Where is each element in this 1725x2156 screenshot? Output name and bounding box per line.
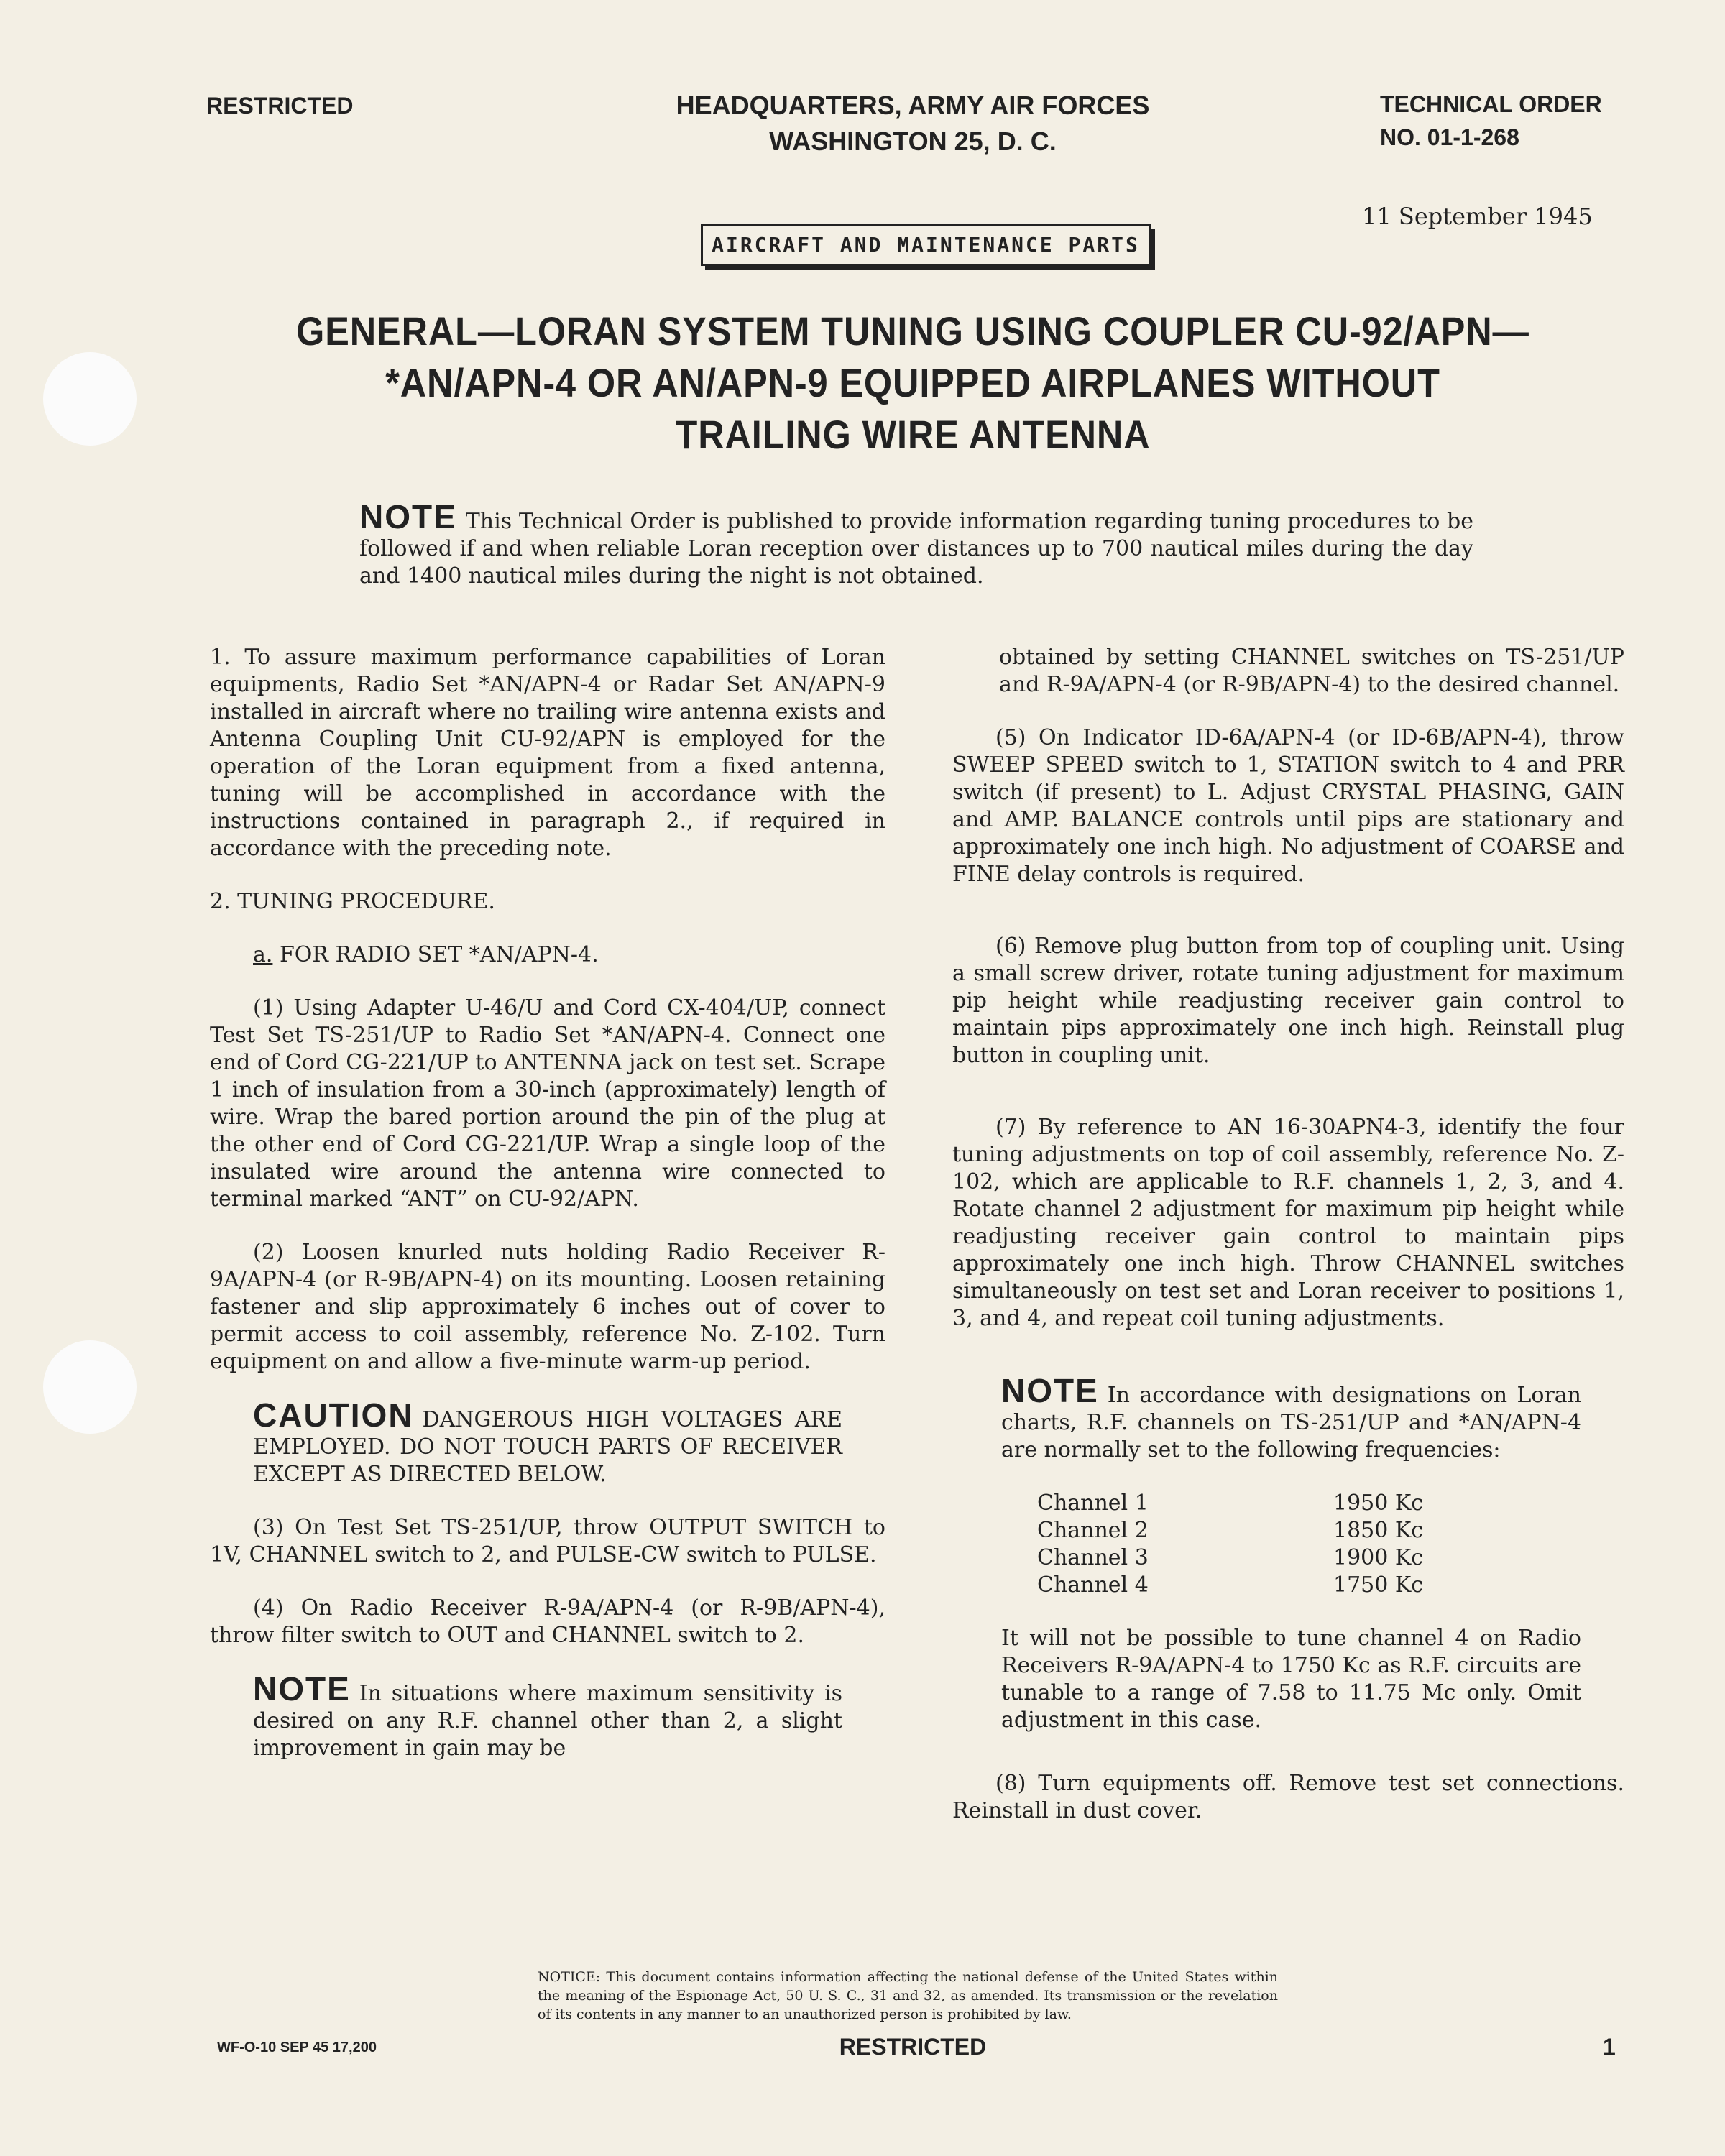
page-number: 1 bbox=[1603, 2034, 1616, 2060]
punch-hole-bottom bbox=[43, 1340, 137, 1434]
top-note-label: NOTE bbox=[359, 498, 457, 535]
left-note-label: NOTE bbox=[253, 1670, 351, 1708]
step-7: (7) By reference to AN 16-30APN4-3, identify the four tuning adjustments on top of coil assembly, reference No. Z-102, which are applicable to R.F. channels 1, 2, 3, and 4. Rotate channel 2 adjustment for maximum pip height while readjusting receiver gain control to maintain pips approximately one inch high. Throw CHANNEL switches simultaneously on test set and Loran receiver to positions 1, 3, and 4, and repeat coil tuning adjustments. bbox=[952, 1115, 1624, 1331]
channel-name: Channel 2 bbox=[1037, 1518, 1149, 1543]
frequency-row bbox=[952, 1490, 1624, 1517]
caution-block bbox=[253, 1396, 842, 1488]
step-1: (1) Using Adapter U-46/U and Cord CX-404/UP, connect Test Set TS-251/UP to Radio Set *AN/APN-4. Connect one end of Cord CG-221/UP to ANTENNA jack on test set. Scrape 1 inch of insulation from a 30-inch (approximately) length of wire. Wrap the bared portion around the pin of the plug at the other end of Cord CG-221/UP. Wrap a single loop of the insulated wire around the antenna wire connected to terminal marked “ANT” on CU-92/APN. bbox=[210, 995, 886, 1212]
frequency-row bbox=[952, 1544, 1624, 1572]
caution-text: DANGEROUS HIGH VOLTAGES ARE EMPLOYED. DO NOT TOUCH PARTS OF RECEIVER EXCEPT AS DIRECTED BELOW. bbox=[253, 1407, 842, 1487]
right-note-text: In accordance with designations on Loran charts, R.F. channels on TS-251/UP and *AN/APN-4 are normally set to the following frequencies: bbox=[1001, 1383, 1581, 1462]
subsection-a-text: FOR RADIO SET *AN/APN-4. bbox=[279, 942, 599, 967]
top-note bbox=[359, 498, 1473, 590]
paragraph-2-heading: 2. TUNING PROCEDURE. bbox=[210, 889, 495, 914]
document-title bbox=[272, 305, 1553, 461]
header-to-number: NO. 01-1-268 bbox=[1380, 124, 1519, 150]
frequency-row bbox=[952, 1572, 1624, 1599]
note-continuation: obtained by setting CHANNEL switches on TS-251/UP and R-9A/APN-4 (or R-9B/APN-4) to the desired channel. bbox=[999, 645, 1624, 697]
footer-print-code: WF-O-10 SEP 45 17,200 bbox=[217, 2040, 377, 2055]
category-badge: AIRCRAFT AND MAINTENANCE PARTS bbox=[701, 224, 1151, 266]
channel-name: Channel 3 bbox=[1037, 1545, 1149, 1570]
left-column bbox=[210, 644, 886, 1788]
document-date: 11 September 1945 bbox=[1362, 203, 1593, 230]
header-to-label: TECHNICAL ORDER bbox=[1380, 91, 1602, 117]
title-line-2: *AN/APN-4 OR AN/APN-9 EQUIPPED AIRPLANES WITHOUT bbox=[385, 360, 1440, 405]
step-8: (8) Turn equipments off. Remove test set connections. Reinstall in dust cover. bbox=[952, 1771, 1624, 1823]
frequency-row bbox=[952, 1517, 1624, 1544]
title-line-3: TRAILING WIRE ANTENNA bbox=[675, 412, 1151, 457]
step-4: (4) On Radio Receiver R-9A/APN-4 (or R-9B/APN-4), throw filter switch to OUT and CHANNEL switch to 2. bbox=[210, 1595, 886, 1648]
channel-frequency: 1750 Kc bbox=[1333, 1572, 1424, 1598]
channel-frequency: 1850 Kc bbox=[1333, 1518, 1424, 1543]
header-org: HEADQUARTERS, ARMY AIR FORCES bbox=[676, 91, 1150, 120]
right-note bbox=[1001, 1372, 1581, 1464]
header-technical-order bbox=[1380, 88, 1602, 154]
channel-4-remark: It will not be possible to tune channel 4 on Radio Receivers R-9A/APN-4 to 1750 Kc as R.F. circuits are tunable to a range of 7.58 to 11.75 Mc only. Omit adjustment in this case. bbox=[1001, 1626, 1581, 1733]
step-6: (6) Remove plug button from top of coupling unit. Using a small screw driver, rotate tuning adjustment for maximum pip height while readjusting receiver gain control to maintain pips approximately one inch high. Reinstall plug button in coupling unit. bbox=[952, 934, 1624, 1068]
left-note bbox=[253, 1670, 842, 1762]
security-notice: NOTICE: This document contains information affecting the national defense of the United States within the meaning of the Espionage Act, 50 U. S. C., 31 and 32, as amended. Its transmission or the revelation of its contents in any manner to an unauthorized person is prohibited by law. bbox=[538, 1969, 1278, 2022]
step-3: (3) On Test Set TS-251/UP, throw OUTPUT SWITCH to 1V, CHANNEL switch to 2, and PULSE-CW switch to PULSE. bbox=[210, 1515, 886, 1567]
caution-label: CAUTION bbox=[253, 1396, 414, 1434]
header-center bbox=[625, 88, 1200, 160]
header-restricted: RESTRICTED bbox=[206, 93, 354, 119]
subsection-a-heading bbox=[210, 941, 886, 969]
channel-frequency: 1950 Kc bbox=[1333, 1491, 1424, 1516]
right-column bbox=[952, 644, 1624, 1851]
punch-hole-top bbox=[43, 352, 137, 446]
footer-restricted: RESTRICTED bbox=[839, 2034, 987, 2060]
channel-name: Channel 4 bbox=[1037, 1572, 1149, 1598]
title-line-1: GENERAL—LORAN SYSTEM TUNING USING COUPLER CU-92/APN— bbox=[296, 308, 1530, 354]
top-note-text: This Technical Order is published to provide information regarding tuning procedures to be followed if and when reliable Loran reception over distances up to 700 nautical miles during the day and 1400 nautical miles during the night is not obtained. bbox=[359, 509, 1473, 589]
subsection-a-letter: a. bbox=[253, 942, 273, 967]
step-5: (5) On Indicator ID-6A/APN-4 (or ID-6B/APN-4), throw SWEEP SPEED switch to 1, STATION switch to 4 and PRR switch (if present) to L. Adjust CRYSTAL PHASING, GAIN and AMP. BALANCE controls until pips are stationary and approximately one inch high. No adjustment of COARSE and FINE delay controls is required. bbox=[952, 725, 1624, 887]
frequency-table bbox=[952, 1490, 1624, 1599]
step-2: (2) Loosen knurled nuts holding Radio Receiver R-9A/APN-4 (or R-9B/APN-4) on its mounting. Loosen retaining fastener and slip approximately 6 inches out of cover to permit access to coil assembly, reference No. Z-102. Turn equipment on and allow a five-minute warm-up period. bbox=[210, 1240, 886, 1374]
header-location: WASHINGTON 25, D. C. bbox=[769, 126, 1057, 156]
left-note-text: In situations where maximum sensitivity is desired on any R.F. channel other than 2, a slight improvement in gain may be bbox=[253, 1681, 842, 1761]
channel-frequency: 1900 Kc bbox=[1333, 1545, 1424, 1570]
channel-name: Channel 1 bbox=[1037, 1491, 1149, 1516]
paragraph-1: 1. To assure maximum performance capabilities of Loran equipments, Radio Set *AN/APN-4 or Radar Set AN/APN-9 installed in aircraft where no trailing wire antenna exists and Antenna Coupling Unit CU-92/APN is employed for the operation of the Loran equipment from a fixed antenna, tuning will be accomplished in accordance with the instructions contained in paragraph 2., if required in accordance with the preceding note. bbox=[210, 645, 886, 861]
right-note-label: NOTE bbox=[1001, 1372, 1099, 1409]
